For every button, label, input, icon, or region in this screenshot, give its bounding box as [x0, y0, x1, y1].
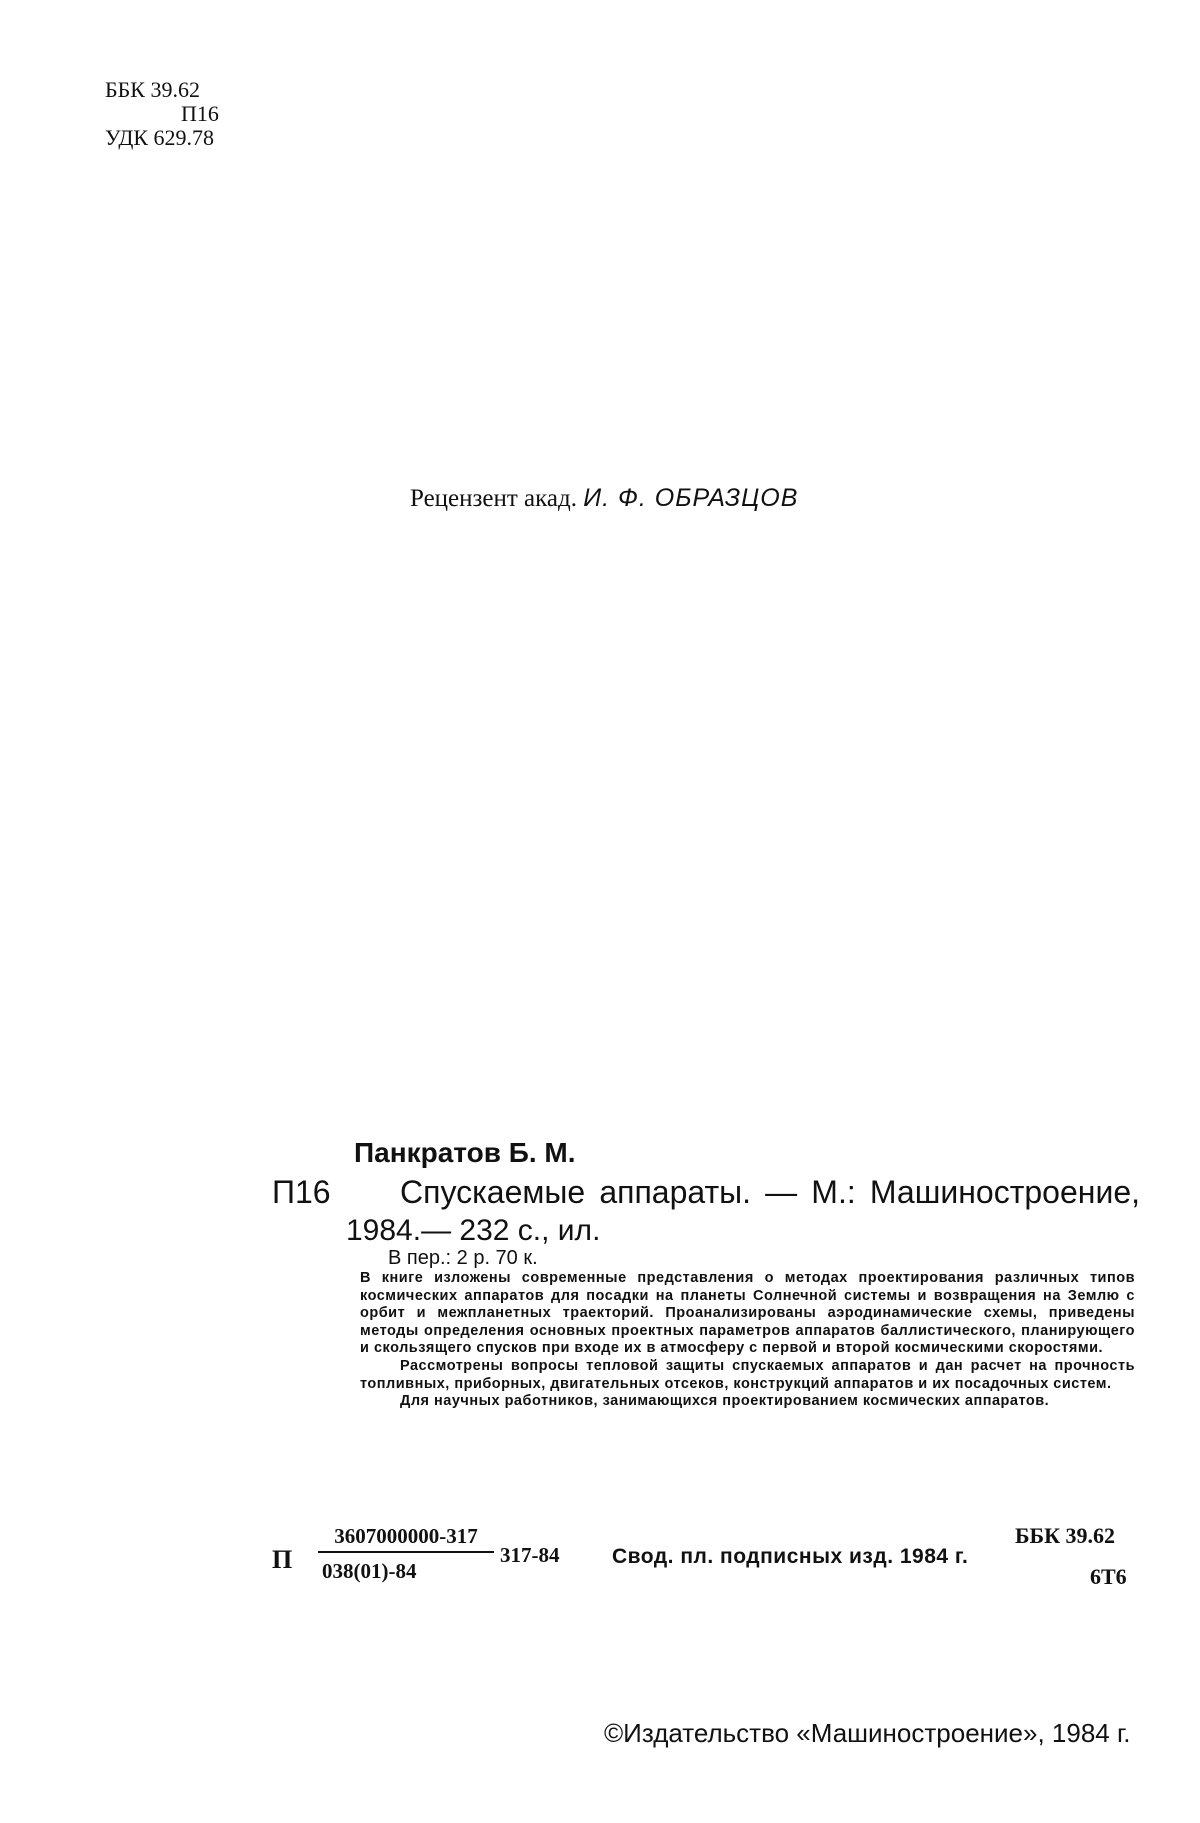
book-title-continuation: 1984.— 232 с., ил.: [346, 1214, 601, 1247]
reviewer-line: [410, 484, 798, 513]
reviewer-prefix: Рецензент акад.: [410, 485, 577, 512]
fraction-denominator: 038(01)-84: [322, 1559, 417, 1583]
catalog-code: П16: [181, 101, 219, 126]
price-line: В пер.: 2 р. 70 к.: [388, 1247, 538, 1269]
imprint-code: 6Т6: [1090, 1564, 1127, 1589]
fraction-numerator: 3607000000-317: [334, 1524, 478, 1548]
udk-code: УДК 629.78: [105, 125, 215, 150]
imprint-fraction: [318, 1524, 494, 1584]
catalog-number: П16: [272, 1174, 331, 1210]
svod-line: Свод. пл. подписных изд. 1984 г.: [612, 1545, 969, 1568]
reviewer-name: И. Ф. ОБРАЗЦОВ: [583, 484, 799, 512]
fraction-right: 317-84: [500, 1543, 560, 1567]
book-title-line: Спускаемые аппараты. — М.: Машиностроение,: [400, 1174, 1140, 1210]
abstract-paragraph: В книге изложены современные представления о методах проектирования различных типов космических аппаратов для посадки на планеты Солнечной системы и возвращения на Землю с орбит и межпланетных траекторий. Проанализированы аэродинамические схемы, приведены методы определения основных проектных параметров аппаратов баллистического, планирующего и скользящего спусков при входе их в атмосферу с первой и второй космическими скоростями.: [360, 1270, 1135, 1357]
bbk-code: ББК 39.62: [105, 77, 200, 102]
author-name: Панкратов Б. М.: [354, 1137, 576, 1168]
classification-codes: [105, 78, 219, 150]
abstract-paragraph: Рассмотрены вопросы тепловой защиты спускаемых аппаратов и дан расчет на прочность топливных, приборных, двигательных отсеков, конструкций аппаратов и их посадочных систем.: [360, 1357, 1135, 1392]
abstract-paragraph: Для научных работников, занимающихся проектированием космических аппаратов.: [400, 1393, 1050, 1410]
imprint-letter: П: [272, 1545, 293, 1574]
imprint-bbk: ББК 39.62: [1015, 1523, 1116, 1548]
fraction-bar: [318, 1551, 494, 1553]
copyright-line: ©Издательство «Машиностроение», 1984 г.: [604, 1718, 1131, 1748]
abstract: [360, 1270, 1135, 1411]
